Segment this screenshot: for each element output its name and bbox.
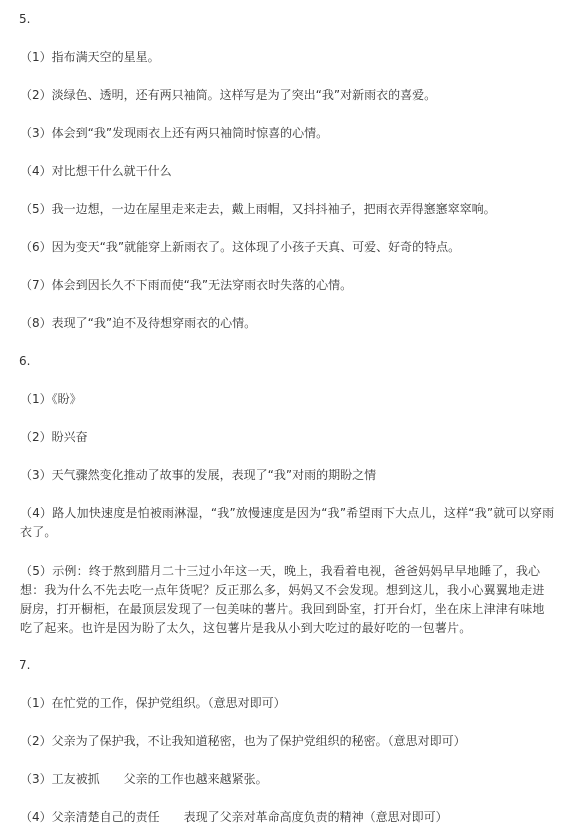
answer-item: （7）体会到因长久不下雨而使“我”无法穿雨衣时失落的心情。: [20, 278, 353, 292]
answer-item: （3）天气骤然变化推动了故事的发展，表现了“我”对雨的期盼之情: [20, 468, 377, 482]
answer-item: （5）示例：终于熬到腊月二十三过小年这一天，晚上，我看着电视，爸爸妈妈早早地睡了，我心想：我为什么不先去吃一点年货呢？反正那么多，妈妈又不会发现。想到这儿，我小心翼翼地走进厨房，打开橱柜，在最顶层发现了一包美味的薯片。我回到卧室，打开台灯，坐在床上津津有味地吃了起来。也许是因为盼了太久，这包薯片是我从小到大吃过的最好吃的一包薯片。: [20, 564, 545, 635]
answer-item: （4）对比想干什么就干什么: [20, 164, 172, 178]
answer-item: （6）因为变天“我”就能穿上新雨衣了。这体现了小孩子天真、可爱、好奇的特点。: [20, 240, 461, 254]
answer-item: （8）表现了“我”迫不及待想穿雨衣的心情。: [20, 316, 257, 330]
answer-item: （3）体会到“我”发现雨衣上还有两只袖筒时惊喜的心情。: [20, 126, 329, 140]
answer-item: （4）路人加快速度是怕被雨淋湿，“我”放慢速度是因为“我”希望雨下大点儿，这样“我”就可以穿雨衣了。: [20, 506, 555, 539]
section-number: 6.: [19, 354, 31, 368]
answer-item: （2）淡绿色、透明，还有两只袖筒。这样写是为了突出“我”对新雨衣的喜爱。: [20, 88, 437, 102]
answer-item: （1）《盼》: [20, 392, 82, 406]
answer-item: （3）工友被抓 父亲的工作也越来越紧张。: [20, 772, 268, 786]
answer-item: （4）父亲清楚自己的责任 表现了父亲对革命高度负责的精神（意思对即可）: [20, 810, 448, 824]
answer-item: （5）我一边想，一边在屋里走来走去，戴上雨帽，又抖抖袖子，把雨衣弄得窸窸窣窣响。: [20, 202, 496, 216]
section-number: 5.: [19, 12, 31, 26]
section-number: 7.: [19, 658, 31, 672]
answer-item: （2）父亲为了保护我，不让我知道秘密，也为了保护党组织的秘密。（意思对即可）: [20, 734, 466, 748]
answer-item: （2）盼兴奋: [20, 430, 88, 444]
answer-item: （1）指布满天空的星星。: [20, 50, 160, 64]
answer-item: （1）在忙党的工作，保护党组织。（意思对即可）: [20, 696, 286, 710]
